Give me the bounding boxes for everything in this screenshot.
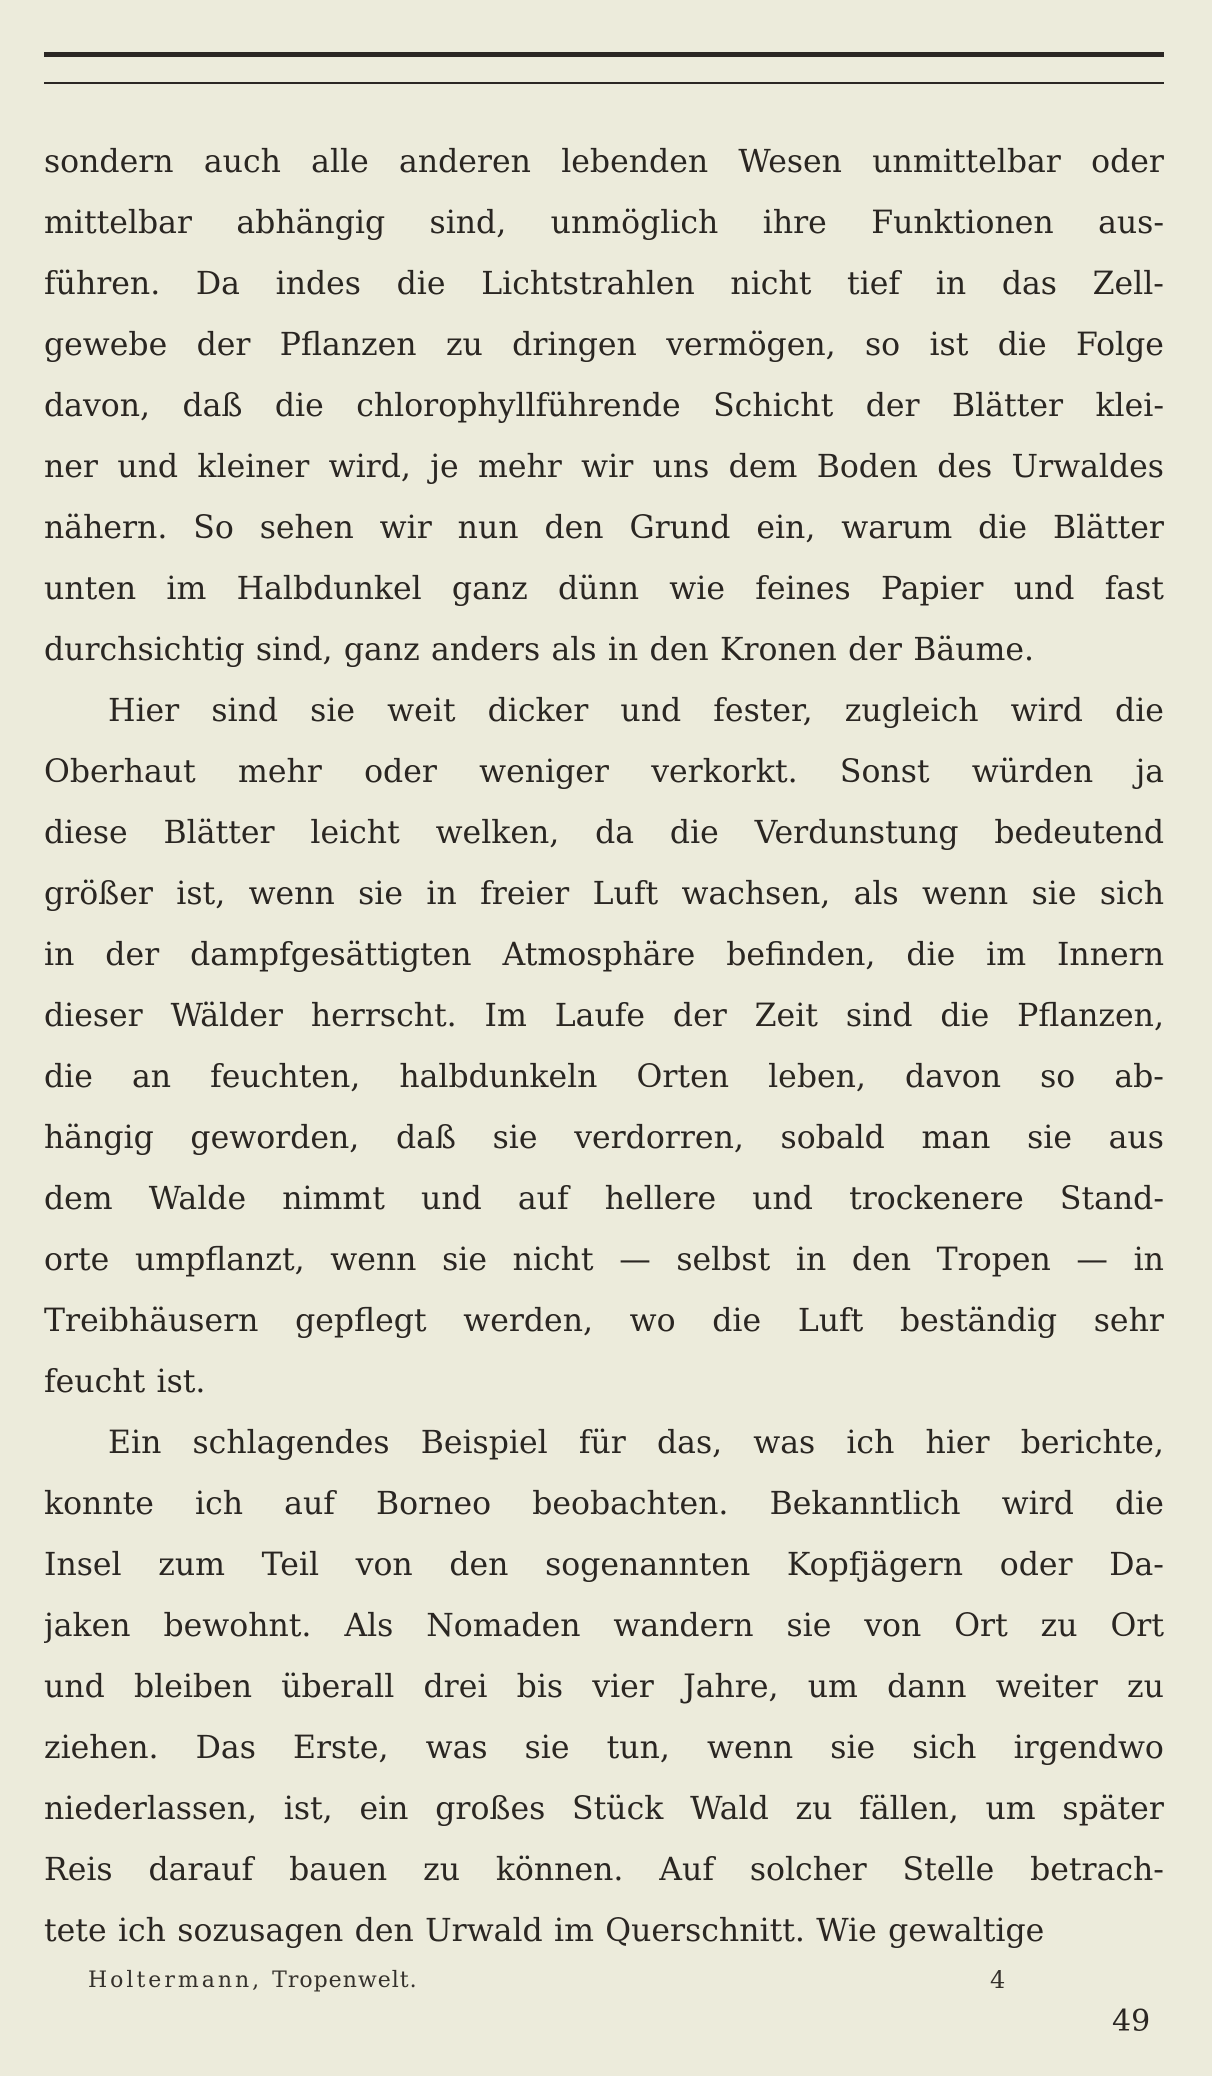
text-line: Hier sind sie weit dicker und fester, zugleich wird die [108,693,1164,729]
text-line: unten im Halbdunkel ganz dünn wie feines Papier und fast [44,571,1164,607]
text-line: durchsichtig sind, ganz anders als in den Kronen der Bäume. [44,632,1035,668]
text-line: die an feuchten, halbdunkeln Orten leben, davon so ab- [44,1059,1164,1095]
text-line: hängig geworden, daß sie verdorren, sobald man sie aus [44,1120,1164,1156]
text-line: Insel zum Teil von den sogenannten Kopfjägern oder Da- [44,1547,1164,1583]
text-line: größer ist, wenn sie in freier Luft wachsen, als wenn sie sich [44,876,1164,912]
text-line: ner und kleiner wird, je mehr wir uns dem Boden des Urwaldes [44,449,1164,485]
text-line: gewebe der Pflanzen zu dringen vermögen, so ist die Folge [44,327,1164,363]
text-line: führen. Da indes die Lichtstrahlen nicht tief in das Zell- [44,266,1164,302]
text-line: Reis darauf bauen zu können. Auf solcher Stelle betrach- [44,1852,1164,1888]
signature-author: Holtermann, [88,1968,263,1993]
text-line: jaken bewohnt. Als Nomaden wandern sie von Ort zu Ort [44,1608,1164,1644]
paragraph [44,132,1164,681]
text-line: Oberhaut mehr oder weniger verkorkt. Sonst würden ja [44,754,1164,790]
text-line: in der dampfgesättigten Atmosphäre befinden, die im Innern [44,937,1164,973]
text-line: dieser Wälder herrscht. Im Laufe der Zeit sind die Pflanzen, [44,998,1164,1034]
text-line: dem Walde nimmt und auf hellere und trockenere Stand- [44,1181,1164,1217]
text-line: sondern auch alle anderen lebenden Wesen unmittelbar oder [44,144,1164,180]
text-line: und bleiben überall drei bis vier Jahre, um dann weiter zu [44,1669,1164,1705]
header-rule-thin [44,82,1164,84]
text-line: feucht ist. [44,1364,206,1400]
body-text [44,132,1164,1962]
signature-title: Tropenwelt. [272,1968,418,1993]
text-line: nähern. So sehen wir nun den Grund ein, warum die Blätter [44,510,1164,546]
text-line: Treibhäusern gepflegt werden, wo die Luft beständig sehr [44,1303,1164,1339]
text-line: ziehen. Das Erste, was sie tun, wenn sie sich irgendwo [44,1730,1164,1766]
text-line: Ein schlagendes Beispiel für das, was ich hier berichte, [108,1425,1164,1461]
text-line: orte umpflanzt, wenn sie nicht — selbst in den Tropen — in [44,1242,1164,1278]
text-line: davon, daß die chlorophyllführende Schicht der Blätter klei- [44,388,1164,424]
printer-signature [88,1968,418,1993]
text-line: diese Blätter leicht welken, da die Verdunstung bedeutend [44,815,1164,851]
page-number: 49 [1112,2004,1151,2039]
text-line: konnte ich auf Borneo beobachten. Bekanntlich wird die [44,1486,1164,1522]
header-rule-thick [44,52,1164,57]
text-line: tete ich sozusagen den Urwald im Querschnitt. Wie gewaltige [44,1913,1045,1949]
text-line: niederlassen, ist, ein großes Stück Wald zu fällen, um später [44,1791,1164,1827]
paragraph [44,681,1164,1413]
signature-mark: 4 [990,1966,1006,1994]
text-line: mittelbar abhängig sind, unmöglich ihre Funktionen aus- [44,205,1164,241]
paragraph [44,1413,1164,1962]
